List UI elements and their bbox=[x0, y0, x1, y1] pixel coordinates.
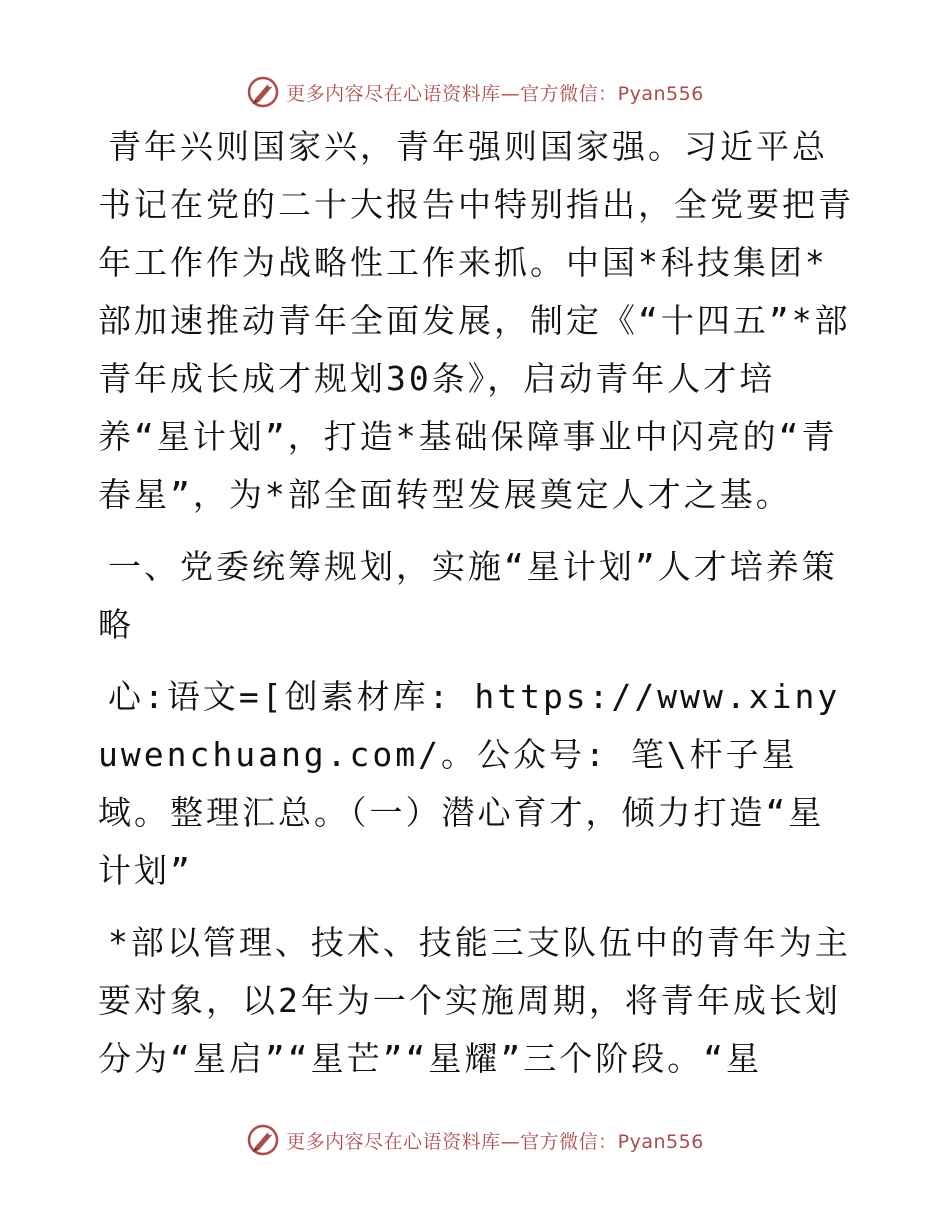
pen-circle-logo-icon bbox=[246, 75, 280, 109]
wechat-id: Pyan556 bbox=[617, 1130, 704, 1153]
source-note-paragraph: 心:语文=[创素材库: https://www.xinyuwenchuang.com/。公众号: 笔\杆子星域。整理汇总。（一）潜心育才，倾力打造“星计划” bbox=[98, 677, 841, 890]
footer-watermark-banner bbox=[0, 1120, 950, 1160]
intro-paragraph: 青年兴则国家兴，青年强则国家强。习近平总书记在党的二十大报告中特别指出，全党要把青年工作作为战略性工作来抓。中国*科技集团*部加速推动青年全面发展，制定《“十四五”*部青年成长成才规划30条》，启动青年人才培养“星计划”，打造*基础保障事业中闪亮的“青春星”，为*部全面转型发展奠定人才之基。 bbox=[98, 127, 854, 514]
pen-circle-logo-icon bbox=[246, 1123, 280, 1157]
banner-text: 更多内容尽在心语资料库—官方微信：Pyan556 bbox=[286, 82, 704, 105]
section-heading: 一、党委统筹规划，实施“星计划”人才培养策略 bbox=[98, 547, 838, 644]
header-watermark-banner bbox=[0, 72, 950, 112]
document-body bbox=[98, 118, 858, 1088]
banner-text: 更多内容尽在心语资料库—官方微信：Pyan556 bbox=[286, 1130, 704, 1153]
detail-paragraph: *部以管理、技术、技能三支队伍中的青年为主要对象，以2年为一个实施周期，将青年成长划分为“星启”“星芒”“星耀”三个阶段。“星 bbox=[98, 923, 851, 1078]
wechat-id: Pyan556 bbox=[617, 82, 704, 105]
